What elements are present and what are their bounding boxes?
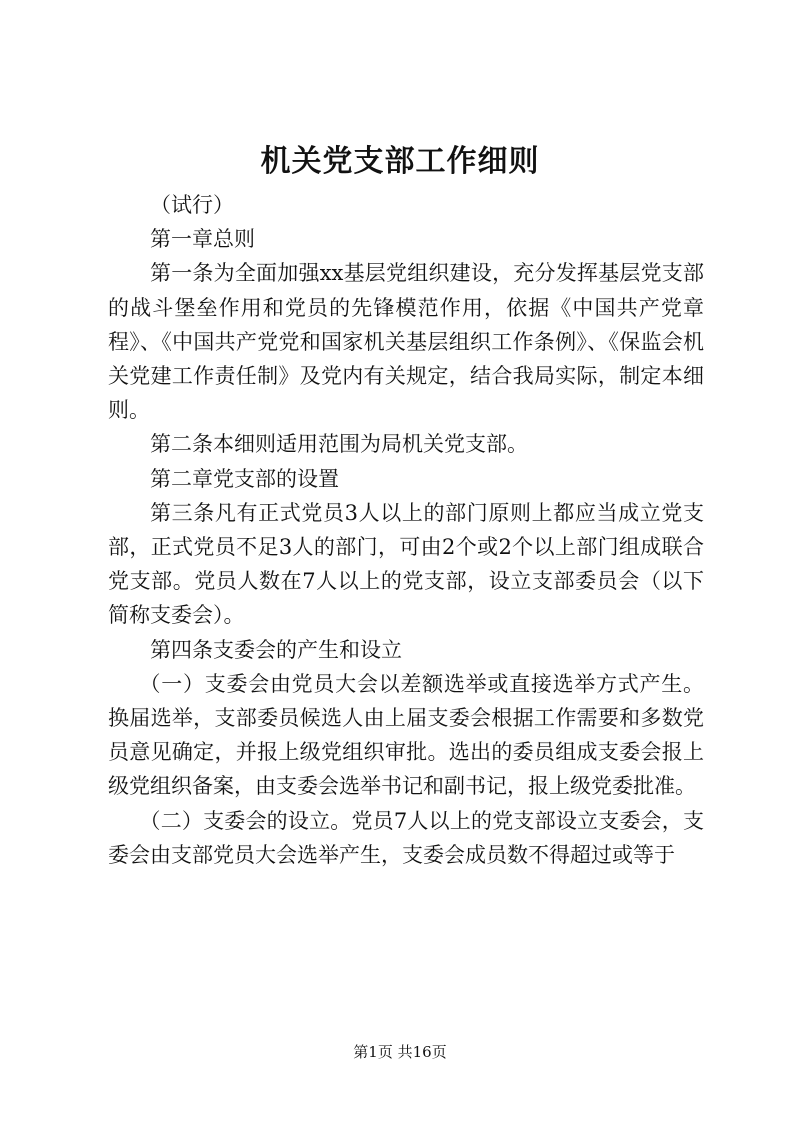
document-body — [108, 188, 704, 872]
article-paragraph: 第三条凡有正式党员3人以上的部门原则上都应当成立党支部，正式党员不足3人的部门，可由2个或2个以上部门组成联合党支部。党员人数在7人以上的党支部，设立支部委员会（以下简称支委会）。 — [108, 500, 704, 628]
article-heading: 第四条支委会的产生和设立 — [150, 637, 402, 662]
subtitle-trial: （试行） — [150, 193, 234, 217]
article-paragraph: 第一条为全面加强xx基层党组织建设，充分发挥基层党支部的战斗堡垒作用和党员的先锋模范作用，依据《中国共产党章程》、《中国共产党党和国家机关基层组织工作条例》、《保监会机关党建工作责任制》及党内有关规定，结合我局实际，制定本细则。 — [108, 261, 704, 423]
clause-paragraph: （二）支委会的设立。党员7人以上的党支部设立支委会，支委会由支部党员大会选举产生，支委会成员数不得超过或等于 — [108, 808, 704, 867]
page-number-footer: 第1页 共16页 — [353, 1043, 447, 1061]
article-paragraph: 第二条本细则适用范围为局机关党支部。 — [150, 432, 528, 457]
chapter-heading: 第一章总则 — [150, 227, 255, 252]
chapter-heading: 第二章党支部的设置 — [150, 466, 339, 491]
clause-paragraph: （一）支委会由党员大会以差额选举或直接选举方式产生。换届选举，支部委员候选人由上届支委会根据工作需要和多数党员意见确定，并报上级党组织审批。选出的委员组成支委会报上级党组织备案，由支委会选举书记和副书记，报上级党委批准。 — [108, 671, 704, 799]
document-title: 机关党支部工作细则 — [260, 144, 540, 179]
